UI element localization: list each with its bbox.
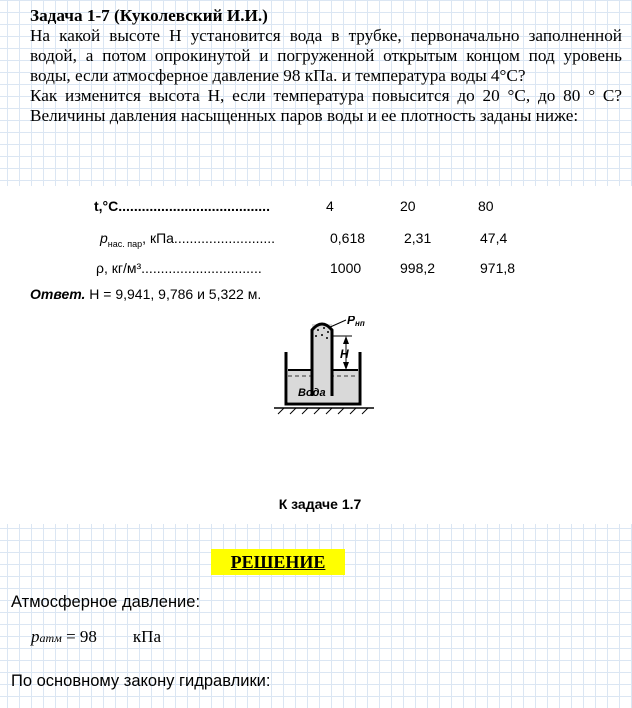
height-label: H xyxy=(340,347,349,361)
arrow-down xyxy=(343,362,349,370)
answer-line xyxy=(30,286,261,302)
problem-statement xyxy=(30,6,622,126)
table-cell: 1000 xyxy=(330,260,362,276)
solution-line-1: Атмосферное давление: xyxy=(11,593,201,611)
water-label: Вода xyxy=(298,387,326,399)
figure-caption: К задаче 1.7 xyxy=(278,496,362,512)
solution-line-2: По основному закону гидравлики: xyxy=(11,672,271,690)
table-row-label-t: t,°С....................................... xyxy=(94,198,270,214)
scanned-book-fragment xyxy=(0,186,632,524)
answer-label: Ответ. xyxy=(30,286,86,302)
table-cell: 971,8 xyxy=(480,260,516,276)
table-cell: 4 xyxy=(326,198,334,214)
pressure-label: Pнп xyxy=(347,316,365,328)
table-cell: 80 xyxy=(478,198,494,214)
answer-text: H = 9,941, 9,786 и 5,322 м. xyxy=(89,286,262,302)
table-cell: 20 xyxy=(400,198,416,214)
arrow-up xyxy=(343,336,349,344)
table-cell: 0,618 xyxy=(330,230,366,246)
solution-heading: РЕШЕНИЕ xyxy=(211,549,345,575)
atm-pressure-formula: pатм = 98 кПа xyxy=(31,627,162,646)
ground-hatching xyxy=(278,408,368,414)
table-row-label-rho: ρ, кг/м³............................... xyxy=(96,260,262,276)
table-cell: 2,31 xyxy=(404,230,432,246)
table-cell: 998,2 xyxy=(400,260,436,276)
problem-text-1: На какой высоте H установится вода в трубке, первоначально заполненной водой, а потом опрокинутой и погруженной открытым концом под уровень воды, если атмосферное давление 98 кПа. и температура воды 4°С? xyxy=(30,26,622,85)
table-row-label-p: $p_{нас. пар}$, кПа.......................... xyxy=(100,230,276,249)
table-cell: 47,4 xyxy=(480,230,508,246)
tube-diagram xyxy=(270,316,390,481)
problem-text-2: Как изменится высота H, если температура повысится до 20 °C, до 80 ° С? Величины давления насыщенных паров воды и ее плотность заданы ниже: xyxy=(30,86,622,125)
problem-title: Задача 1-7 (Куколевский И.И.) xyxy=(30,6,268,25)
